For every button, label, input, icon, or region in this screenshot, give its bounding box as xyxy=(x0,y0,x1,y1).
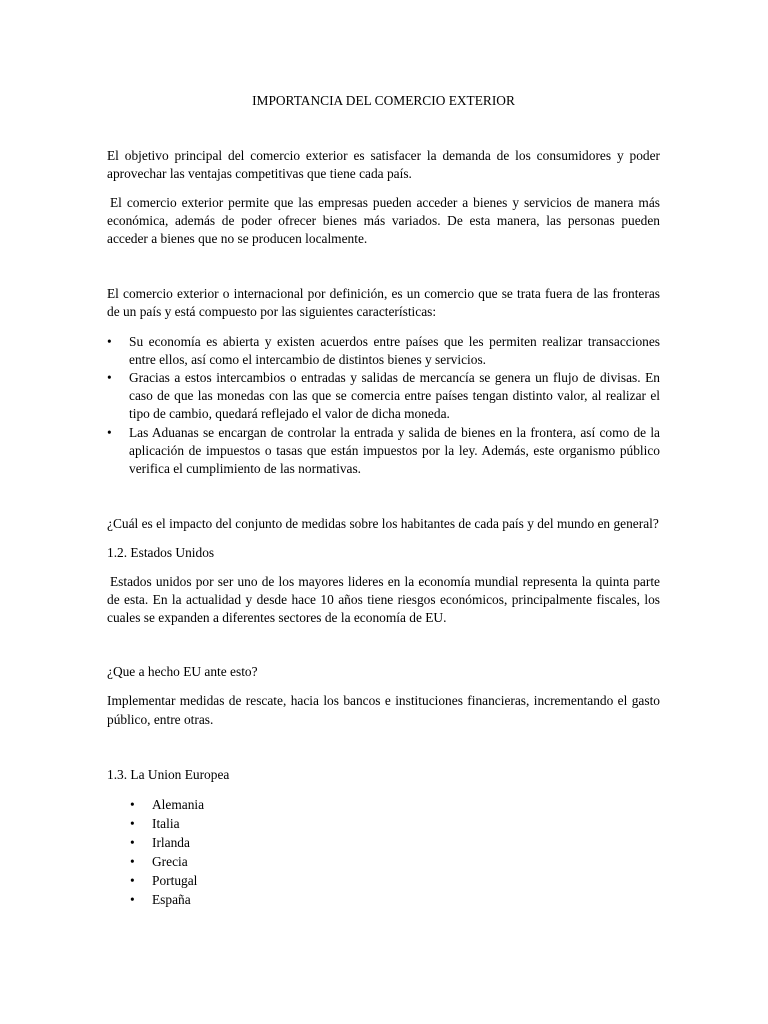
list-item: • Irlanda xyxy=(107,833,660,852)
section-heading-eu: 1.3. La Union Europea xyxy=(107,766,230,782)
list-item: • España xyxy=(107,890,660,909)
us-question: ¿Que a hecho EU ante esto? xyxy=(107,664,258,680)
list-item: • Portugal xyxy=(107,871,660,890)
features-list xyxy=(107,333,660,479)
list-item: • Las Aduanas se encargan de controlar la entrada y salida de bienes en la frontera, así como de la aplicación de impuestos o tasas que están impuestos por la ley. Además, este organismo público verifica el cumplimiento de las normativas. xyxy=(107,424,660,479)
document-page xyxy=(107,92,660,909)
impact-question: ¿Cuál es el impacto del conjunto de medidas sobre los habitantes de cada país y del mundo en general? xyxy=(107,516,659,532)
paragraph-objective: El objetivo principal del comercio exterior es satisfacer la demanda de los consumidores y poder aprovechar las ventajas competitivas que tiene cada país. xyxy=(107,148,660,182)
document-title: IMPORTANCIA DEL COMERCIO EXTERIOR xyxy=(252,93,515,108)
paragraph-definition: El comercio exterior o internacional por definición, es un comercio que se trata fuera de las fronteras de un país y está compuesto por las siguientes características: xyxy=(107,286,660,320)
list-item: • Grecia xyxy=(107,852,660,871)
list-item: • Su economía es abierta y existen acuerdos entre países que les permiten realizar transacciones entre ellos, así como el intercambio de distintos bienes y servicios. xyxy=(107,333,660,369)
paragraph-us: Estados unidos por ser uno de los mayores lideres en la economía mundial representa la quinta parte de esta. En la actualidad y desde hace 10 años tiene riesgos económicos, principalmente fiscales, los cuales se expanden a diferentes sectores de la economía de EU. xyxy=(107,573,660,626)
us-answer: Implementar medidas de rescate, hacia los bancos e instituciones financieras, incrementando el gasto público, entre otras. xyxy=(107,693,660,727)
section-heading-us: 1.2. Estados Unidos xyxy=(107,545,215,561)
list-item: • Italia xyxy=(107,814,660,833)
countries-list xyxy=(107,795,660,909)
list-item: • Gracias a estos intercambios o entradas y salidas de mercancía se genera un flujo de divisas. En caso de que las monedas con las que se comercia entre países tengan distinto valor, al realizar el tipo de cambio, quedará reflejado el valor de dicha moneda. xyxy=(107,369,660,424)
paragraph-access: El comercio exterior permite que las empresas pueden acceder a bienes y servicios de manera más económica, además de poder ofrecer bienes más variados. De esta manera, las personas pueden acceder a bienes que no se producen localmente. xyxy=(107,194,660,247)
list-item: • Alemania xyxy=(107,795,660,814)
